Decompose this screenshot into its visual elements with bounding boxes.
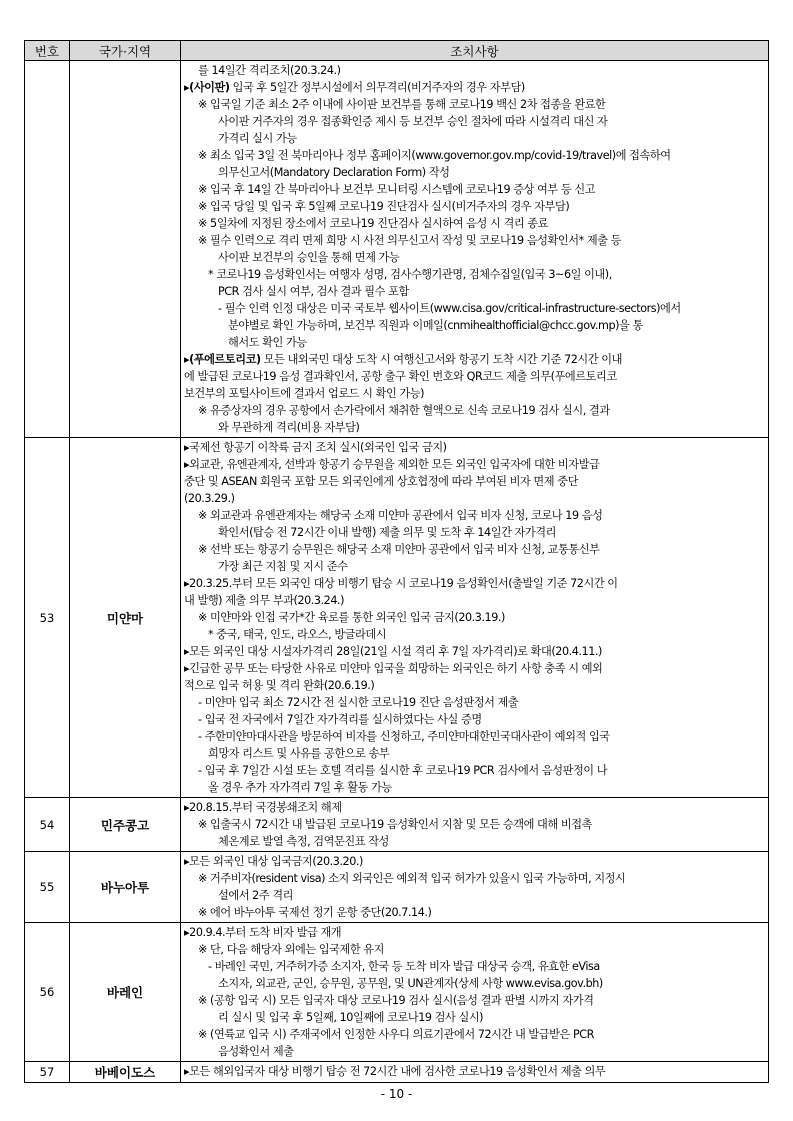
measure-line — [184, 456, 764, 473]
measure-text: ▸모든 외국인 대상 시설자가격리 28일(21일 시설 격리 후 7일 자가격리)로 확대(20.4.11.) — [184, 645, 602, 658]
measure-line — [184, 507, 764, 524]
measure-text: 보건부의 포털사이트에 결과서 업로드 시 확인 가능) — [184, 387, 425, 400]
measure-text: ▸모든 해외입국자 대상 비행기 탑승 전 72시간 내에 검사한 코로나19 음성확인서 제출 의무 — [184, 1065, 606, 1078]
measure-line — [184, 79, 764, 96]
header-no: 번호 — [25, 41, 70, 61]
measure-text: ▸20.3.25.부터 모든 외국인 대상 비행기 탑승 시 코로나19 음성확인서(출발일 기준 72시간 이 — [184, 577, 618, 590]
header-country: 국가·지역 — [70, 41, 181, 61]
table-row — [25, 923, 769, 1062]
measure-line — [184, 368, 764, 385]
measure-line — [184, 941, 764, 958]
measure-line — [184, 473, 764, 490]
measure-line — [184, 1043, 764, 1060]
measure-line — [184, 300, 764, 317]
measure-text: ※ (연륙교 입국 시) 주재국에서 인정한 사우디 의료기관에서 72시간 내 발급받은 PCR — [198, 1028, 594, 1041]
measure-text: * 코로나19 음성확인서는 여행자 성명, 검사수행기관명, 검체수집일(입국 3~6일 이내), — [208, 268, 612, 281]
country-name: 바베이도스 — [70, 1062, 181, 1083]
measure-line — [184, 198, 764, 215]
table-header-row — [25, 41, 769, 61]
measure-text: 와 무관하게 격리(비용 자부담) — [218, 421, 360, 434]
table-row — [25, 852, 769, 923]
page-number: - 10 - — [380, 1087, 413, 1101]
measure-text: ※ 선박 또는 항공기 승무원은 해당국 소재 미얀마 공관에서 입국 비자 신청, 교통통신부 — [198, 543, 600, 556]
measure-text: - 바레인 국민, 거주허가증 소지자, 한국 등 도착 비자 발급 대상국 승객, 유효한 eVisa — [208, 960, 600, 973]
measure-text: 가장 최근 지침 및 지시 준수 — [218, 560, 348, 573]
table-row — [25, 1062, 769, 1083]
table-row — [25, 798, 769, 852]
measure-text: ※ 입출국시 72시간 내 발급된 코로나19 음성확인서 지참 및 모든 승객에 대해 비접촉 — [198, 818, 592, 831]
measure-text: 분야별로 확인 가능하며, 보건부 직원과 이메일(cnmihealthofficial@chcc.gov.mp)을 통 — [228, 319, 643, 332]
table-row — [25, 438, 769, 798]
measure-text: ※ 에어 바누아투 국제선 정기 운항 중단(20.7.14.) — [198, 906, 432, 919]
measure-text: ▸긴급한 공무 또는 타당한 사유로 미얀마 입국을 희망하는 외국인은 하기 사항 충족 시 예외 — [184, 662, 603, 675]
measure-text: (20.3.29.) — [184, 492, 235, 505]
measure-line — [184, 524, 764, 541]
measure-line — [184, 660, 764, 677]
header-measures: 조치사항 — [181, 41, 769, 61]
measure-text: 적으로 입국 허용 및 격리 완화(20.6.19.) — [184, 679, 375, 692]
measure-line — [184, 113, 764, 130]
measure-text: ▸20.9.4.부터 도착 비자 발급 재개 — [184, 926, 342, 939]
measure-text: 희망자 리스트 및 사유를 공한으로 송부 — [208, 747, 390, 760]
measure-text: PCR 검사 실시 여부, 검사 결과 필수 포함 — [218, 285, 409, 298]
measure-line — [184, 283, 764, 300]
measures-cell — [181, 798, 769, 852]
measure-line — [184, 887, 764, 904]
measure-text: 를 14일간 격리조치(20.3.24.) — [198, 64, 341, 77]
measure-text: ※ 입국 후 14일 간 북마리아나 보건부 모니터링 시스템에 코로나19 증상 여부 등 신고 — [198, 183, 596, 196]
measure-line — [184, 181, 764, 198]
measure-text: 해서도 확인 가능 — [228, 336, 307, 349]
country-name: 바레인 — [70, 923, 181, 1062]
measure-line — [184, 745, 764, 762]
measure-text: 사이판 거주자의 경우 접종확인증 제시 등 보건부 승인 절차에 따라 시설격리 대신 자 — [218, 115, 608, 128]
measure-line — [184, 130, 764, 147]
measure-line — [184, 147, 764, 164]
measures-cell — [181, 852, 769, 923]
table-row — [25, 61, 769, 438]
measure-text: 사이판 보건부의 승인을 통해 면제 가능 — [218, 251, 400, 264]
measure-text: 입국 후 5일간 정부시설에서 의무격리(비거주자의 경우 자부담) — [229, 81, 525, 94]
measure-line — [184, 164, 764, 181]
measure-text: 올 경우 추가 자가격리 7일 후 활동 가능 — [208, 781, 392, 794]
measure-line — [184, 643, 764, 660]
measure-text: - 미얀마 입국 최소 72시간 전 실시한 코로나19 진단 음성판정서 제출 — [198, 696, 519, 709]
country-name: 미얀마 — [70, 438, 181, 798]
measure-line — [184, 592, 764, 609]
measure-text: 리 실시 및 입국 후 5일째, 10일째에 코로나19 검사 실시) — [218, 1011, 484, 1024]
country-name — [70, 61, 181, 438]
region-label: ▸(푸에르토리코) — [184, 353, 261, 366]
measures-cell — [181, 1062, 769, 1083]
measure-text: 내 발행) 제출 의무 부과(20.3.24.) — [184, 594, 345, 607]
measure-text: ※ 최소 입국 3일 전 북마리아나 정부 홈페이지(www.governor.gov.mp/covid-19/travel)에 접속하여 — [198, 149, 671, 162]
measure-text: 의무신고서(Mandatory Declaration Form) 작성 — [218, 166, 450, 179]
measure-text: ※ 거주비자(resident visa) 소지 외국인은 예외적 입국 허가가 있을시 입국 가능하며, 지정시 — [198, 872, 626, 885]
measure-line — [184, 924, 764, 941]
measure-line — [184, 334, 764, 351]
measure-line — [184, 992, 764, 1009]
measure-text: ※ (공항 입국 시) 모든 입국자 대상 코로나19 검사 실시(음성 결과 판별 시까지 자가격 — [198, 994, 594, 1007]
measure-text: 가격리 실시 가능 — [218, 132, 297, 145]
measure-text: ▸모든 외국인 대상 입국금지(20.3.20.) — [184, 855, 363, 868]
row-number — [25, 61, 70, 438]
row-number: 53 — [25, 438, 70, 798]
measure-line — [184, 853, 764, 870]
measure-text: ▸외교관, 유엔관계자, 선박과 항공기 승무원을 제외한 모든 외국인 입국자에 대한 비자발급 — [184, 458, 600, 471]
measure-text: ※ 유증상자의 경우 공항에서 손가락에서 채취한 혈액으로 신속 코로나19 검사 실시, 결과 — [198, 404, 610, 417]
measure-line — [184, 266, 764, 283]
table-body — [25, 61, 769, 1083]
measure-text: ※ 필수 인력으로 격리 면제 희망 시 사전 의무신고서 작성 및 코로나19 음성확인서* 제출 등 — [198, 234, 622, 247]
measure-line — [184, 575, 764, 592]
region-label: ▸(사이판) — [184, 81, 230, 94]
measure-text: 중단 및 ASEAN 회원국 포함 모든 외국인에게 상호협정에 따라 부여된 비자 면제 중단 — [184, 475, 578, 488]
measure-text: - 필수 인력 인정 대상은 미국 국토부 웹사이트(www.cisa.gov/critical-infrastructure-sectors)에서 — [218, 302, 681, 315]
measure-line — [184, 317, 764, 334]
measure-text: 체온계로 발열 측정, 검역문진표 작성 — [218, 835, 389, 848]
measure-text: 에 발급된 코로나19 음성 결과확인서, 공항 출구 확인 번호와 QR코드 제출 의무(푸에르토리코 — [184, 370, 617, 383]
measures-cell — [181, 923, 769, 1062]
measure-line — [184, 1063, 764, 1080]
measure-text: - 입국 전 자국에서 7일간 자가격리를 실시하였다는 사실 증명 — [198, 713, 482, 726]
measure-line — [184, 232, 764, 249]
measure-line — [184, 904, 764, 921]
row-number: 57 — [25, 1062, 70, 1083]
measure-line — [184, 351, 764, 368]
measure-line — [184, 728, 764, 745]
measure-line — [184, 490, 764, 507]
measure-line — [184, 816, 764, 833]
measure-text: ※ 외교관과 유엔관계자는 해당국 소재 미얀마 공관에서 입국 비자 신청, 코로나 19 음성 — [198, 509, 603, 522]
measure-text: ▸국제선 항공기 이착륙 금지 조치 실시(외국인 입국 금지) — [184, 441, 447, 454]
measure-text: ※ 미얀마와 인접 국가*간 육로를 통한 외국인 입국 금지(20.3.19.) — [198, 611, 505, 624]
measure-line — [184, 439, 764, 456]
measure-line — [184, 96, 764, 113]
measure-text: - 입국 후 7일간 시설 또는 호텔 격리를 실시한 후 코로나19 PCR 검사에서 음성판정이 나 — [198, 764, 608, 777]
measure-text: * 중국, 태국, 인도, 라오스, 방글라데시 — [208, 628, 387, 641]
measure-text: 소지자, 외교관, 군인, 승무원, 공무원, 및 UN관계자(상세 사항 www.evisa.gov.bh) — [218, 977, 603, 990]
measure-line — [184, 1026, 764, 1043]
measure-line — [184, 402, 764, 419]
measures-table — [24, 40, 769, 1083]
measure-text: ▸20.8.15.부터 국경봉쇄조치 해제 — [184, 801, 342, 814]
measure-line — [184, 419, 764, 436]
measure-text: ※ 입국일 기준 최소 2주 이내에 사이판 보건부를 통해 코로나19 백신 2차 접종을 완료한 — [198, 98, 606, 111]
row-number: 55 — [25, 852, 70, 923]
measure-line — [184, 762, 764, 779]
measure-text: 확인서(탑승 전 72시간 이내 발행) 제출 의무 및 도착 후 14일간 자가격리 — [218, 526, 556, 539]
measure-text: 설에서 2주 격리 — [218, 889, 294, 902]
row-number: 56 — [25, 923, 70, 1062]
measure-line — [184, 385, 764, 402]
measure-line — [184, 541, 764, 558]
measure-line — [184, 62, 764, 79]
measure-line — [184, 215, 764, 232]
measure-line — [184, 1009, 764, 1026]
measure-line — [184, 870, 764, 887]
measure-line — [184, 694, 764, 711]
measure-line — [184, 833, 764, 850]
measure-line — [184, 711, 764, 728]
measure-line — [184, 779, 764, 796]
measure-line — [184, 609, 764, 626]
measures-cell — [181, 61, 769, 438]
measure-line — [184, 249, 764, 266]
measure-text: - 주한미얀마대사관을 방문하여 비자를 신청하고, 주미얀마대한민국대사관이 예외적 입국 — [198, 730, 610, 743]
measure-text: 음성확인서 제출 — [218, 1045, 294, 1058]
measure-line — [184, 958, 764, 975]
measure-text: ※ 5일차에 지정된 장소에서 코로나19 진단검사 실시하여 음성 시 격리 종료 — [198, 217, 548, 230]
measures-cell — [181, 438, 769, 798]
measure-line — [184, 626, 764, 643]
measure-text: ※ 입국 당일 및 입국 후 5일째 코로나19 진단검사 실시(비거주자의 경우 자부담) — [198, 200, 570, 213]
measure-line — [184, 677, 764, 694]
measure-text: 모든 내외국민 대상 도착 시 여행신고서와 항공기 도착 시간 기준 72시간 이내 — [260, 353, 622, 366]
document-page — [24, 40, 769, 1083]
row-number: 54 — [25, 798, 70, 852]
country-name: 바누아투 — [70, 852, 181, 923]
measure-line — [184, 799, 764, 816]
measure-text: ※ 단, 다음 해당자 외에는 입국제한 유지 — [198, 943, 385, 956]
measure-line — [184, 558, 764, 575]
measure-line — [184, 975, 764, 992]
country-name: 민주콩고 — [70, 798, 181, 852]
